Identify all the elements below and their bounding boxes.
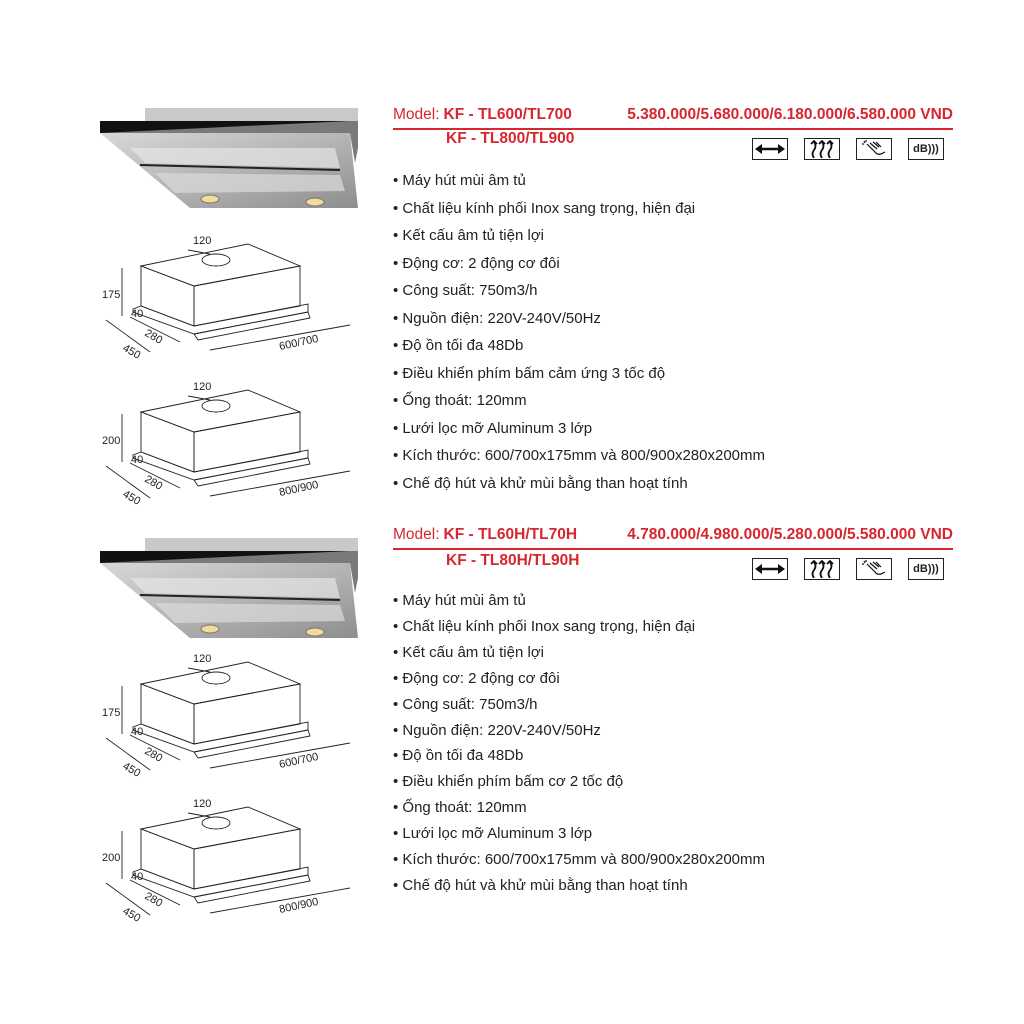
width-label: 600/700 xyxy=(278,750,320,771)
feature-item: • Kích thước: 600/700x175mm và 800/900x280x200mm xyxy=(393,847,765,873)
duct-diameter-label: 120 xyxy=(193,798,212,810)
heat-waves-icon xyxy=(804,558,840,580)
box-top xyxy=(141,662,300,704)
box-top xyxy=(141,807,300,849)
model-name: KF - TL600/TL700 xyxy=(443,106,572,123)
base-plate-front xyxy=(194,875,310,903)
decibel-sound-icon xyxy=(908,138,944,160)
range-hood-photo xyxy=(100,533,360,643)
duct-opening xyxy=(202,817,230,829)
feature-list xyxy=(393,588,765,899)
touch-hand-icon xyxy=(856,558,892,580)
range-hood-photo xyxy=(100,103,360,213)
duct-dimension-line xyxy=(188,396,210,400)
feature-item: • Động cơ: 2 động cơ đôi xyxy=(393,666,765,692)
duct-diameter-label: 120 xyxy=(193,235,212,247)
dimension-diagram xyxy=(100,378,370,518)
heat-waves-icon xyxy=(804,138,840,160)
duct-opening xyxy=(202,672,230,684)
height-label: 175 xyxy=(102,289,121,301)
width-arrow-icon xyxy=(752,558,788,580)
model-name-secondary: KF - TL800/TL900 xyxy=(446,130,575,147)
feature-item: • Ống thoát: 120mm xyxy=(393,795,765,821)
feature-item: • Kích thước: 600/700x175mm và 800/900x280x200mm xyxy=(393,442,765,470)
model-label: Model: xyxy=(393,106,440,123)
feature-item: • Lưới lọc mỡ Aluminum 3 lớp xyxy=(393,415,765,443)
plate-thickness-label: 40 xyxy=(131,308,144,320)
feature-item: • Kết cấu âm tủ tiện lợi xyxy=(393,640,765,666)
base-plate-front xyxy=(194,458,310,486)
duct-dimension-line xyxy=(188,813,210,817)
inner-depth-label: 280 xyxy=(142,327,165,347)
base-plate xyxy=(133,722,308,752)
feature-item: • Máy hút mùi âm tủ xyxy=(393,588,765,614)
base-plate xyxy=(133,304,308,334)
height-label: 200 xyxy=(102,852,121,864)
inner-depth-label: 280 xyxy=(142,745,165,765)
decibel-text: dB))) xyxy=(913,563,939,575)
feature-item: • Lưới lọc mỡ Aluminum 3 lớp xyxy=(393,821,765,847)
depth-label: 450 xyxy=(120,905,143,925)
feature-list xyxy=(393,167,765,497)
touch-hand-icon xyxy=(856,138,892,160)
duct-diameter-label: 120 xyxy=(193,381,212,393)
depth-label: 450 xyxy=(120,488,143,508)
base-plate xyxy=(133,450,308,480)
plate-thickness-label: 40 xyxy=(131,454,144,466)
duct-opening xyxy=(202,400,230,412)
box-left-face xyxy=(141,266,194,326)
feature-item: • Ống thoát: 120mm xyxy=(393,387,765,415)
box-left-face xyxy=(141,829,194,889)
feature-icons xyxy=(752,138,944,160)
model-label: Model: xyxy=(393,526,440,543)
box-left-face xyxy=(141,412,194,472)
box-top xyxy=(141,390,300,432)
feature-item: • Điều khiển phím bấm cơ 2 tốc độ xyxy=(393,769,765,795)
duct-dimension-line xyxy=(188,250,210,254)
model-header xyxy=(393,526,953,550)
duct-opening xyxy=(202,254,230,266)
feature-item: • Chế độ hút và khử mùi bằng than hoạt tính xyxy=(393,470,765,498)
depth-label: 450 xyxy=(120,342,143,362)
width-label: 800/900 xyxy=(278,895,320,916)
base-plate xyxy=(133,867,308,897)
feature-item: • Công suất: 750m3/h xyxy=(393,692,765,718)
dimension-diagram xyxy=(100,795,370,935)
model-name-secondary: KF - TL80H/TL90H xyxy=(446,552,580,569)
duct-diameter-label: 120 xyxy=(193,653,212,665)
feature-item: • Độ ồn tối đa 48Db xyxy=(393,332,765,360)
dimension-diagram xyxy=(100,232,370,372)
plate-thickness-label: 40 xyxy=(131,871,144,883)
model-name: KF - TL60H/TL70H xyxy=(443,526,578,543)
box-left-face xyxy=(141,684,194,744)
height-label: 175 xyxy=(102,707,121,719)
dimension-diagram xyxy=(100,650,370,790)
decibel-sound-icon xyxy=(908,558,944,580)
feature-item: • Máy hút mùi âm tủ xyxy=(393,167,765,195)
feature-icons xyxy=(752,558,944,580)
feature-item: • Công suất: 750m3/h xyxy=(393,277,765,305)
height-label: 200 xyxy=(102,435,121,447)
feature-item: • Chất liệu kính phối Inox sang trọng, hiện đại xyxy=(393,195,765,223)
feature-item: • Nguồn điện: 220V-240V/50Hz xyxy=(393,305,765,333)
width-label: 600/700 xyxy=(278,332,320,353)
base-plate-front xyxy=(194,312,310,340)
plate-thickness-label: 40 xyxy=(131,726,144,738)
feature-item: • Chế độ hút và khử mùi bằng than hoạt tính xyxy=(393,873,765,899)
depth-label: 450 xyxy=(120,760,143,780)
feature-item: • Chất liệu kính phối Inox sang trọng, hiện đại xyxy=(393,614,765,640)
decibel-text: dB))) xyxy=(913,143,939,155)
width-arrow-icon xyxy=(752,138,788,160)
inner-depth-label: 280 xyxy=(142,473,165,493)
model-header xyxy=(393,106,953,130)
width-label: 800/900 xyxy=(278,478,320,499)
box-top xyxy=(141,244,300,286)
inner-depth-label: 280 xyxy=(142,890,165,910)
feature-item: • Độ ồn tối đa 48Db xyxy=(393,743,765,769)
feature-item: • Nguồn điện: 220V-240V/50Hz xyxy=(393,718,765,744)
price: 5.380.000/5.680.000/6.180.000/6.580.000 VND xyxy=(627,106,953,123)
feature-item: • Điều khiển phím bấm cảm ứng 3 tốc độ xyxy=(393,360,765,388)
feature-item: • Kết cấu âm tủ tiện lợi xyxy=(393,222,765,250)
feature-item: • Động cơ: 2 động cơ đôi xyxy=(393,250,765,278)
base-plate-front xyxy=(194,730,310,758)
price: 4.780.000/4.980.000/5.280.000/5.580.000 VND xyxy=(627,526,953,543)
duct-dimension-line xyxy=(188,668,210,672)
